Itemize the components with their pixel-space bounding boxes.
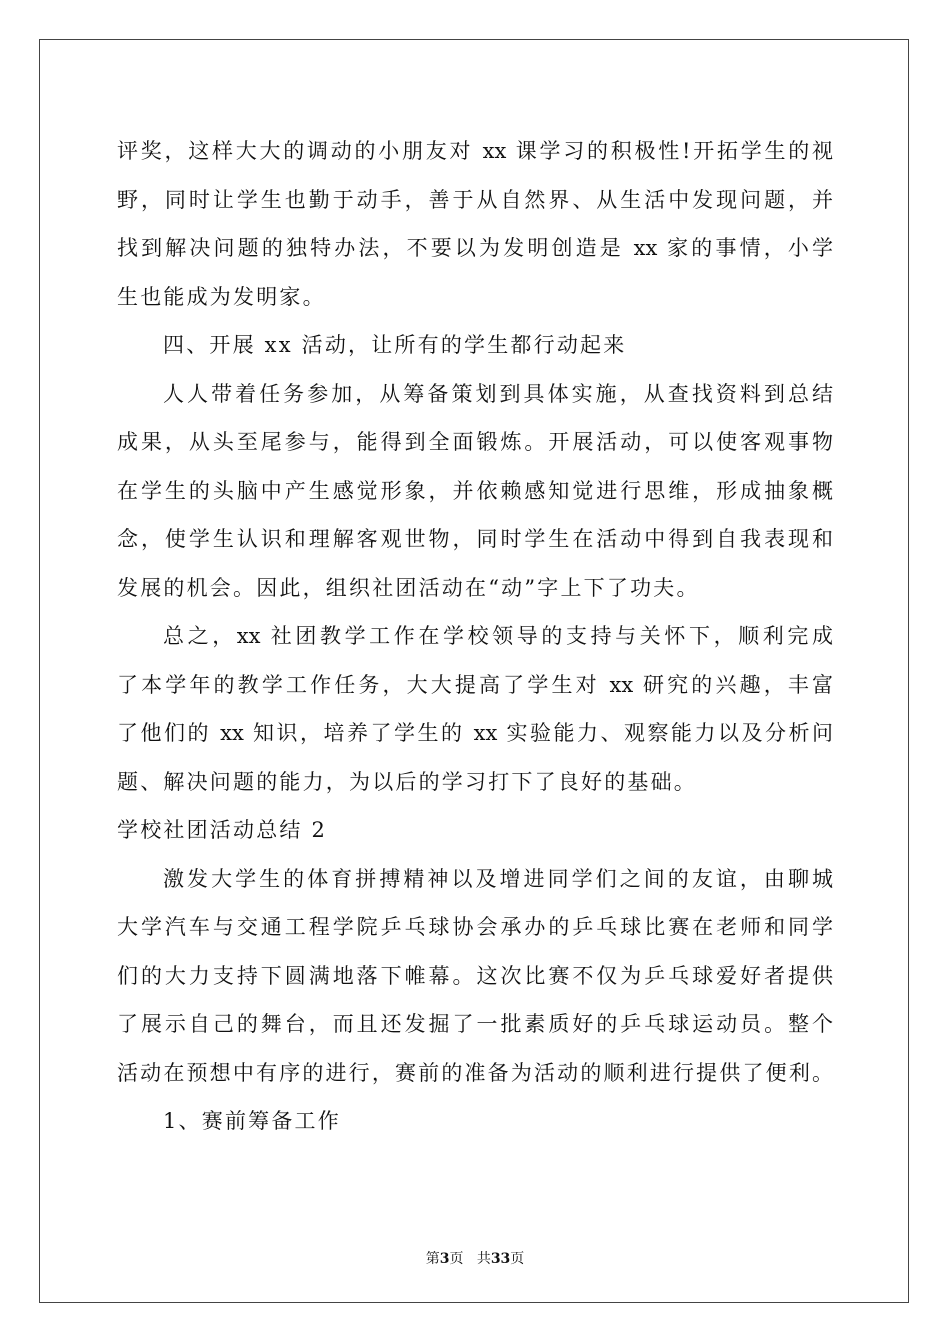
text-line: 了本学年的教学工作任务，大大提高了学生对 xx 研究的兴趣，丰富 xyxy=(117,672,833,697)
text-line: 念，使学生认识和理解客观世物，同时学生在活动中得到自我表现和 xyxy=(117,527,833,551)
text-line: 学校社团活动总结 2 xyxy=(117,818,328,842)
section-heading-4 xyxy=(117,321,833,370)
page-number: 3 xyxy=(439,1251,450,1267)
text-line: 成果，从头至尾参与，能得到全面锻炼。开展活动，可以使客观事物 xyxy=(117,430,833,454)
paragraph-4 xyxy=(117,855,833,1098)
text-line: 评奖，这样大大的调动的小朋友对 xx 课学习的积极性!开拓学生的视 xyxy=(117,139,833,163)
section-title-2 xyxy=(117,806,833,855)
text-line: 找到解决问题的独特办法，不要以为发明创造是 xx 家的事情，小学 xyxy=(117,236,833,260)
paragraph-2 xyxy=(117,370,833,613)
text-line: 了他们的 xx 知识，培养了学生的 xx 实验能力、观察能力以及分析问 xyxy=(117,721,833,745)
page-prefix: 第 xyxy=(425,1251,440,1267)
text-line: 生也能成为发明家。 xyxy=(117,284,326,309)
text-line: 活动在预想中有序的进行，赛前的准备为活动的顺利进行提供了便利。 xyxy=(117,1060,833,1085)
total-prefix: 共 xyxy=(476,1251,491,1267)
total-pages: 33 xyxy=(490,1251,511,1267)
page-suffix: 页 xyxy=(449,1251,464,1267)
text-line: 总之，xx 社团教学工作在学校领导的支持与关怀下，顺利完成 xyxy=(163,624,833,648)
text-line: 野，同时让学生也勤于动手，善于从自然界、从生活中发现问题，并 xyxy=(117,187,833,212)
text-line: 们的大力支持下圆满地落下帷幕。这次比赛不仅为乒乓球爱好者提供 xyxy=(117,963,833,988)
text-line: 发展的机会。因此，组织社团活动在“动”字上下了功夫。 xyxy=(117,575,700,600)
page-footer xyxy=(0,1248,950,1268)
sub-heading-1 xyxy=(117,1097,833,1146)
text-line: 题、解决问题的能力，为以后的学习打下了良好的基础。 xyxy=(117,769,697,794)
text-line: 四、开展 xx 活动，让所有的学生都行动起来 xyxy=(163,333,627,357)
text-line: 激发大学生的体育拼搏精神以及增进同学们之间的友谊，由聊城 xyxy=(163,866,833,891)
text-line: 在学生的头脑中产生感觉形象，并依赖感知觉进行思维，形成抽象概 xyxy=(117,478,833,503)
text-line: 1、赛前筹备工作 xyxy=(163,1109,341,1133)
document-body xyxy=(117,127,833,1146)
paragraph-1 xyxy=(117,127,833,321)
text-line: 了展示自己的舞台，而且还发掘了一批素质好的乒乓球运动员。整个 xyxy=(117,1012,833,1036)
total-suffix: 页 xyxy=(510,1251,525,1267)
paragraph-3 xyxy=(117,612,833,806)
text-line: 人人带着任务参加，从筹备策划到具体实施，从查找资料到总结 xyxy=(163,381,833,406)
text-line: 大学汽车与交通工程学院乒乓球协会承办的乒乓球比赛在老师和同学 xyxy=(117,915,833,939)
